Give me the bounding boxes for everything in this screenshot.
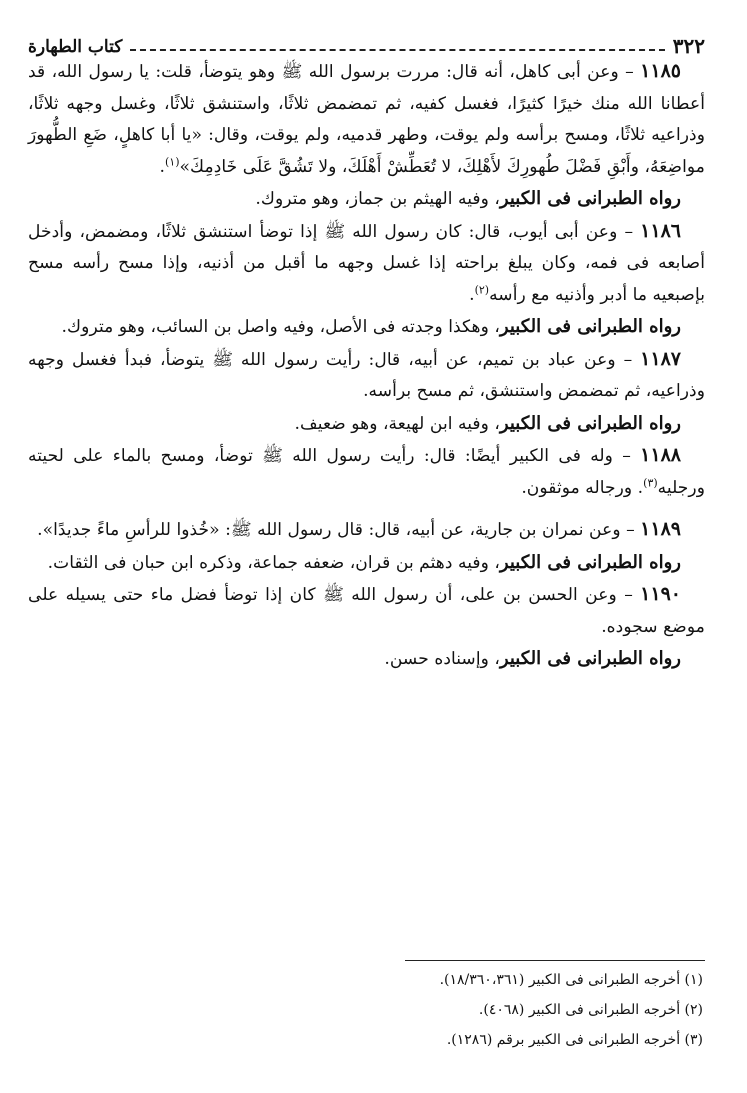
source-note-1190 [28, 643, 705, 676]
source-text: ، وفيه الهيثم بن جماز، وهو متروك. [255, 189, 500, 209]
footnote-rule [405, 960, 705, 961]
hadith-number: ١١٩٠ [640, 583, 681, 605]
source-label: رواه الطبرانى فى الكبير [499, 551, 681, 573]
source-note-1187 [28, 408, 705, 441]
hadith-text: – وعن نمران بن جارية، عن أبيه، قال: قال رسول الله ﷺ: «خُذوا للرأسِ ماءً جديدًا». [37, 520, 641, 540]
footnote-1: (١) أخرجه الطبرانى فى الكبير (١٨/٣٦٠،٣٦١). [439, 972, 703, 988]
page-number: ٣٢٢ [672, 34, 705, 58]
hadith-number: ١١٨٩ [640, 518, 681, 540]
hadith-text: – وعن أبى كاهل، أنه قال: مررت برسول الله ﷺ وهو يتوضأ، قلت: يا رسول الله، قد أعطانا الله منك خيرًا كثيرًا، فغسل كفيه، ثم تمضمض ثلاثًا، واستنشق ثلاثًا، وغسل وجهه ثلاثًا، وذراعيه ثلاثًا، ومسح برأسه ولم يوقت، وطهر قدميه، ولم يوقت، وقال: «يا أبا كاهلٍ، ضَعِ الطُّهورَ مواضِعَهُ، وأَبْقِ فَضْلَ طُهورِكَ لأَهْلِكَ، لا تُعَطِّشْ أَهْلَكَ، ولا تَشُقَّ عَلَى خَادِمِكَ» [28, 62, 705, 177]
footnote-2: (٢) أخرجه الطبرانى فى الكبير (٤٠٦٨). [478, 1002, 703, 1018]
source-text: ، وفيه دهثم بن قران، ضعفه جماعة، وذكره ابن حبان فى الثقات. [47, 552, 500, 573]
source-label: رواه الطبرانى فى الكبير [499, 412, 681, 434]
hadith-number: ١١٨٨ [640, 444, 681, 466]
source-note-1186 [28, 311, 705, 344]
hadith-text-after: . [159, 156, 165, 177]
hadith-1190 [28, 579, 705, 643]
footnote-ref: (٢) [474, 282, 490, 296]
source-text: ، وهكذا وجدته فى الأصل، وفيه واصل بن السائب، وهو متروك. [61, 317, 500, 337]
footnote-ref: (١) [165, 154, 180, 168]
book-page [28, 22, 705, 1073]
header-dash-rule [130, 49, 664, 51]
source-text: ، وفيه ابن لهيعة، وهو ضعيف. [294, 413, 500, 434]
main-text [28, 56, 705, 676]
source-label: رواه الطبرانى فى الكبير [499, 648, 681, 669]
running-header [28, 22, 705, 56]
hadith-text: – وعن عباد بن تميم، عن أبيه، قال: رأيت رسول الله ﷺ يتوضأ، فبدأ فغسل وجهه وذراعيه، ثم تمضمض واستنشق، ثم مسح برأسه. [28, 349, 705, 401]
footnote-ref: (٣) [643, 475, 658, 489]
hadith-text-after: . [469, 284, 475, 305]
hadith-1188 [28, 440, 705, 504]
hadith-text: – وله فى الكبير أيضًا: قال: رأيت رسول الله ﷺ توضأ، ومسح بالماء على لحيته ورجليه [28, 446, 705, 498]
hadith-text: – وعن الحسن بن على، أن رسول الله ﷺ كان إذا توضأ فضل ماء حتى يسيله على موضع سجوده. [28, 585, 705, 637]
hadith-text-after: . ورجاله موثقون. [521, 477, 644, 498]
source-label: رواه الطبرانى فى الكبير [499, 188, 681, 209]
hadith-text: – وعن أبى أيوب، قال: كان رسول الله ﷺ إذا توضأ استنشق ثلاثًا، ومضمض، وأدخل أصابعه فى فمه، وكان يبلغ براحته إذا غسل وجهه ما أقبل من أذنيه، وإذا مسح رأسه مسح بإصبعيه ما أدبر وأذنيه مع رأسه [28, 221, 705, 305]
hadith-1189 [28, 514, 705, 547]
source-note-1185 [28, 183, 705, 216]
hadith-1185 [28, 56, 705, 183]
footnote-3: (٣) أخرجه الطبرانى فى الكبير برقم (١٢٨٦). [446, 1032, 703, 1048]
source-note-1189 [28, 547, 705, 580]
footnotes [28, 960, 705, 1055]
hadith-1186 [28, 216, 705, 312]
hadith-number: ١١٨٥ [640, 60, 681, 82]
hadith-number: ١١٨٧ [640, 347, 681, 370]
source-label: رواه الطبرانى فى الكبير [499, 316, 681, 337]
hadith-1187 [28, 344, 705, 408]
book-title: كتاب الطهارة [28, 37, 123, 57]
hadith-number: ١١٨٦ [640, 219, 681, 242]
source-text: ، وإسناده حسن. [384, 649, 500, 669]
